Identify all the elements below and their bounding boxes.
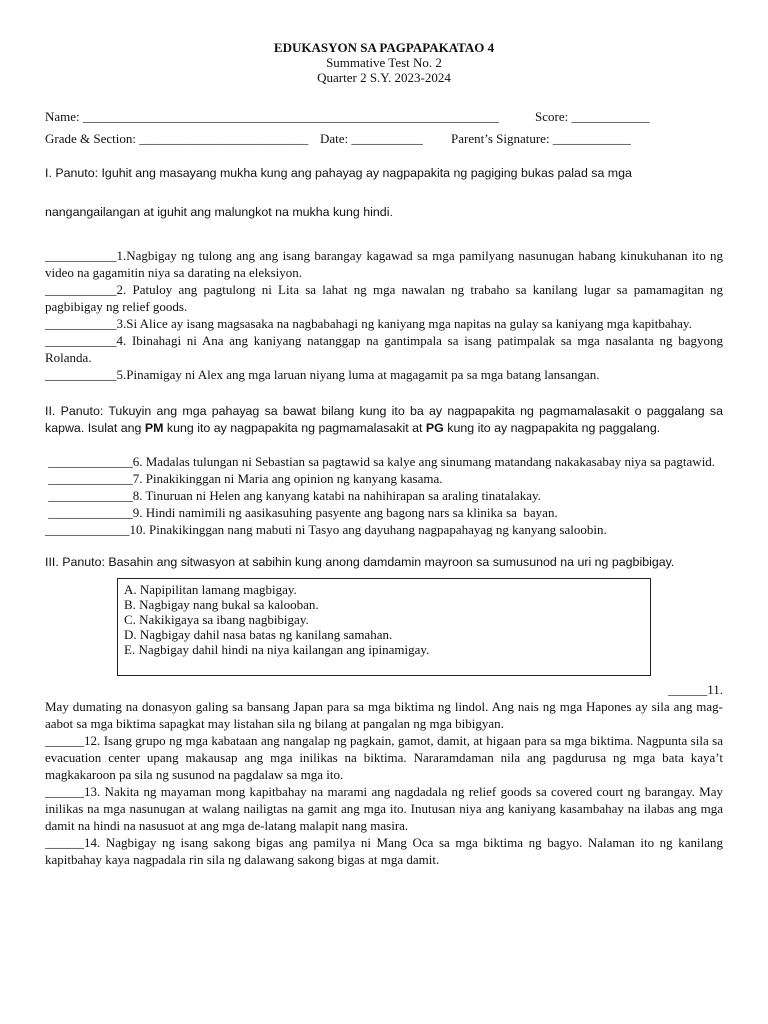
part1-instruction-line2: nangangailangan at iguhit ang malungkot na mukha kung hindi. (45, 205, 393, 219)
part1-instruction-line1: I. Panuto: Iguhit ang masayang mukha kung ang pahayag ay nagpapakita ng pagiging bukas palad sa mga (45, 166, 632, 180)
document-header (0, 40, 768, 85)
document-subtitle: Summative Test No. 2 (326, 55, 442, 70)
part1-item-3: ___________3.Si Alice ay isang magsasaka na nagbabahagi ng kaniyang mga napitas na gulay sa kaniyang mga kapitbahay. (45, 316, 692, 331)
field-row-2 (45, 130, 725, 152)
part2-instruction-b: kung ito ay nagpapakita ng pagmamalasakit at (163, 421, 426, 435)
part3-item-11: May dumating na donasyon galing sa bansang Japan para sa mga biktima ng lindol. Ang nais ng mga Hapones ay sila ang mag-aabot sa mga biktima sapagkat may listahan sila ng bilang at pangalan ng mga bibigyan. (45, 699, 723, 731)
score-field[interactable]: Score: ____________ (535, 109, 650, 124)
student-info-fields (45, 108, 725, 152)
choice-d: D. Nagbigay dahil nasa batas ng kanilang samahan. (124, 627, 393, 642)
spacer (45, 383, 723, 403)
date-field[interactable]: Date: ___________ (320, 131, 423, 146)
spacer (45, 437, 723, 453)
spacer (45, 221, 723, 247)
part3-item-14: ______14. Nagbigay ng isang sakong bigas ang pamilya ni Mang Oca sa mga biktima ng bagyo. Nalaman ito ng kanilang kapitbahay kaya nagpadala rin sila ng dalawang sakong bigas at mga damit. (45, 835, 723, 867)
part2-item-7: _____________7. Pinakikinggan ni Maria ang opinion ng kanyang kasama. (45, 471, 443, 486)
part2-item-9: _____________9. Hindi namimili ng aasikasuhing pasyente ang bagong nars sa klinika sa bayan. (45, 505, 558, 520)
choices-box (117, 578, 651, 676)
part2-instruction-a: II. Panuto: Tukuyin ang mga pahayag sa bawat bilang kung ito ba ay nagpapakita ng pagmamalasakit o paggalang sa kapwa. Isulat ang (45, 404, 723, 435)
part2-instruction (45, 403, 723, 437)
choice-b: B. Nagbigay nang bukal sa kalooban. (124, 597, 319, 612)
grade-section-field[interactable]: Grade & Section: __________________________ (45, 131, 309, 146)
parent-signature-field[interactable]: Parent’s Signature: ____________ (451, 131, 631, 146)
part3-item-12: ______12. Isang grupo ng mga kabataan ang nangalap ng pagkain, gamot, damit, at higaan para sa mga biktima. Nagpunta sila sa evacuation center upang makausap ang mga inilikas na biktima. Nararamdaman nila ang pagdurusa ng mga bata kaya’t magkakaroon pa sila ng susunod na pagdalaw sa mga ito. (45, 733, 723, 782)
part1-item-1: ___________1.Nagbigay ng tulong ang ang isang barangay kagawad sa mga pamilyang nasunugan habang kinukuhanan ito ng video na gagamitin niya sa darating na eleksiyon. (45, 248, 723, 280)
pm-code: PM (144, 421, 164, 435)
spacer (45, 538, 723, 554)
field-row-1 (45, 108, 725, 130)
part1-item-4: ___________4. Ibinahagi ni Ana ang kaniyang natanggap na gantimpala sa isang patimpalak sa mga nasalanta ng bagyong Rolanda. (45, 333, 723, 365)
choice-e: E. Nagbigay dahil hindi na niya kailangan ang ipinamigay. (124, 642, 430, 657)
choice-a: A. Napipilitan lamang magbigay. (124, 582, 297, 597)
test-content (45, 165, 723, 868)
part3-instruction: III. Panuto: Basahin ang sitwasyon at sabihin kung anong damdamin mayroon sa sumusunod na uri ng pagbibigay. (45, 555, 675, 569)
part2-item-8: _____________8. Tinuruan ni Helen ang kanyang katabi na nahihirapan sa araling tinatalakay. (45, 488, 541, 503)
name-field[interactable]: Name: ________________________________________________________________ (45, 109, 499, 124)
choice-c: C. Nakikigaya sa ibang nagbibigay. (124, 612, 309, 627)
part2-item-6: _____________6. Madalas tulungan ni Sebastian sa pagtawid sa kalye ang sinumang matandang nakakasabay niya sa pagtawid. (45, 454, 716, 469)
pg-code: PG (425, 421, 444, 435)
part2-item-10: _____________10. Pinakikinggan nang mabuti ni Tasyo ang dayuhang nagpapahayag ng kanyang saloobin. (45, 522, 607, 537)
part1-item-5: ___________5.Pinamigay ni Alex ang mga laruan niyang luma at magagamit pa sa mga batang lansangan. (45, 367, 600, 382)
document-title: EDUKASYON SA PAGPAPAKATAO 4 (273, 40, 495, 55)
part2-instruction-c: kung ito ay nagpapakita ng paggalang. (443, 421, 661, 435)
spacer (45, 182, 723, 204)
part3-item-13: ______13. Nakita ng mayaman mong kapitbahay na marami ang nagdadala ng relief goods sa covered court ng barangay. May inilikas na mga nasunugan at walang nailigtas na gamit ang mga ito. Inutusan niya ang kaniyang kasambahay na ilabas ang mga damit na hindi na nasusuot at ang mga de-latang malapit nang masira. (45, 784, 723, 833)
part1-item-2: ___________2. Patuloy ang pagtulong ni Lita sa lahat ng mga nawalan ng trabaho sa kanilang lugar sa pamamagitan ng pagbibigay ng relief goods. (45, 282, 723, 314)
document-quarter: Quarter 2 S.Y. 2023-2024 (317, 70, 451, 85)
item11-blank: ______11. (668, 682, 723, 697)
